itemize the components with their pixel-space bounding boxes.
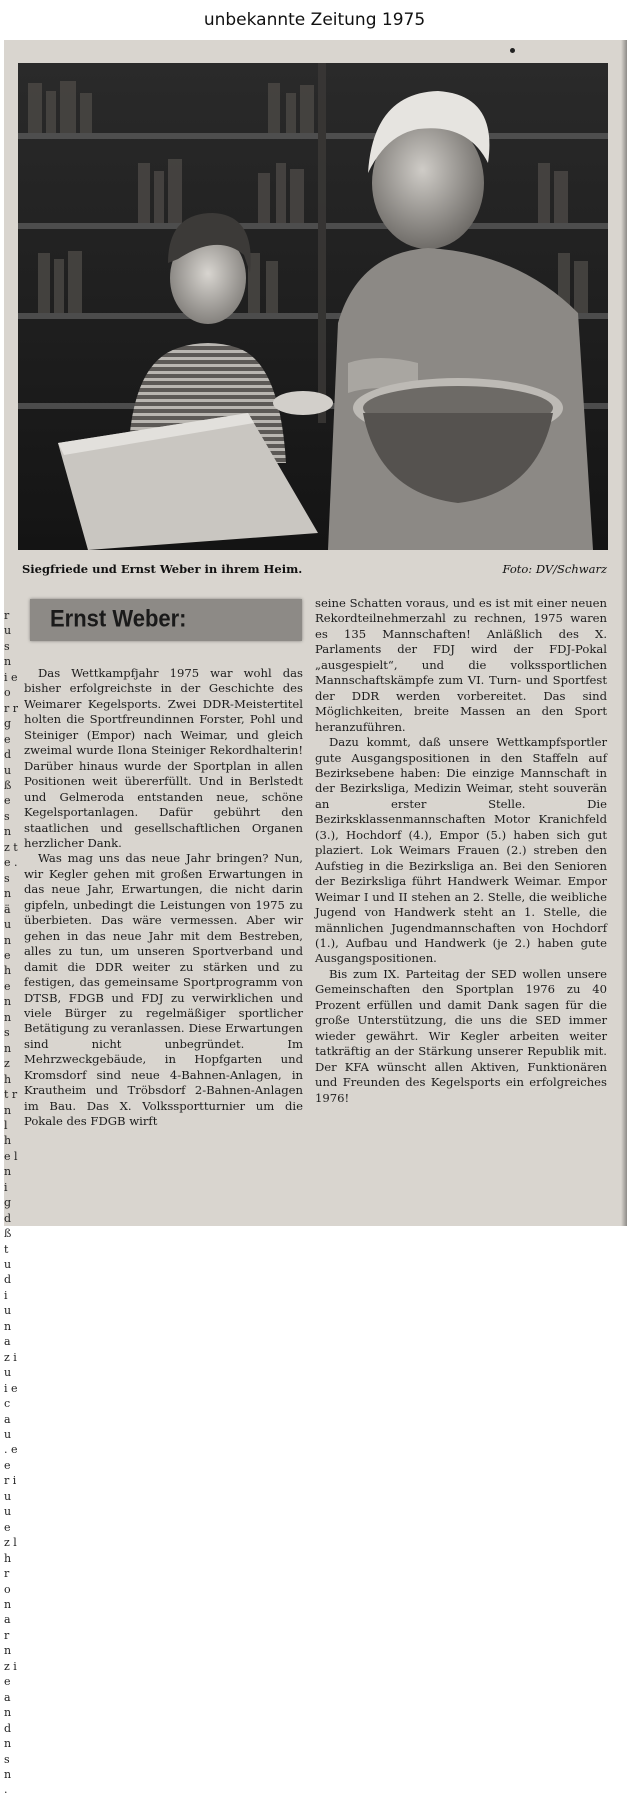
caption-text: Siegfriede und Ernst Weber in ihrem Heim.: [22, 562, 303, 576]
cutoff-adjacent-column: r u s n i e o r r g e d u ß e s n z t e . s n ä u n e h e n n s n z h t r n l h e l n i g d ß t u d i u n a z i u i e c a u . e e r i u u e z l h r o n a r n z i e a n d n s n .: [4, 609, 18, 1797]
newspaper-clipping: [4, 40, 627, 1797]
article-column-2: [315, 596, 607, 1106]
paragraph: seine Schatten voraus, und es ist mit einer neuen Rekordteilnehmerzahl zu rechnen, 1975 waren es 135 Mannschaften! Anläßlich des X. Parlaments der FDJ wird der FDJ-Pokal „ausgespielt“, und die volkssportlichen Mannschaftskämpfe zum VI. Turn- und Sportfest der DDR werden vorbereitet. Das sind Möglichkeiten, breite Massen an den Sport heranzuführen.: [315, 596, 607, 734]
paragraph: Das Wettkampfjahr 1975 war wohl das bisher erfolgreichste in der Geschichte des Weimarer Kegelsports. Zwei DDR-Meistertitel holten die Sportfreundinnen Forster, Pohl und Steiniger (Empor) nach Weimar, und gleich zweimal wurde Ilona Steiniger Rekordhalterin! Darüber hinaus wurde der Sportplan in allen Positionen weit übererfüllt. Und in Berlstedt und Gelmeroda entstanden neue, schöne Kegelsportanlagen. Dafür gebührt den staatlichen und gesellschaftlichen Organen herzlicher Dank.: [24, 666, 303, 850]
article-photo: [18, 63, 608, 550]
ink-dot: [510, 48, 515, 53]
paragraph: Dazu kommt, daß unsere Wettkampfsportler gute Ausgangspositionen in den Staffeln auf Bezirksebene haben: Die einzige Mannschaft in der Bezirksliga, Medizin Weimar, steht souverän an erster Stelle. Die Bezirksklassenmannschaften Motor Kranichfeld (3.), Hochdorf (4.), Empor (5.) haben sich gut plaziert. Lok Weimars Frauen (2.) streben den Aufstieg in die Bezirksliga an. Bei den Senioren der Bezirksliga führt Handwerk Weimar. Empor Weimar I und II stehen an 2. Stelle, die weibliche Jugend von Handwerk steht an 1. Stelle, die männlichen Jugendmannschaften von Hochdorf (1.), Aufbau und Handwerk (je 2.) haben gute Ausgangspositionen.: [315, 735, 607, 966]
article-headline: Ernst Weber:: [50, 604, 187, 633]
paragraph: Bis zum IX. Parteitag der SED wollen unsere Gemeinschaften den Sportplan 1976 zu 40 Prozent erfüllen und damit Dank sagen für die große Unterstützung, die uns die SED immer wieder gewährt. Wir Kegler arbeiten weiter tatkräftig an der Stärkung unserer Republik mit. Der KFA wünscht allen Aktiven, Funktionären und Freunden des Kegelsports ein erfolgreiches 1976!: [315, 966, 607, 1105]
photo-two-people-with-trophy-icon: [18, 63, 608, 550]
paragraph: Was mag uns das neue Jahr bringen? Nun, wir Kegler gehen mit großen Erwartungen in das neue Jahr, Erwartungen, die nicht darin gipfeln, unbedingt die Leistungen von 1975 zu überbieten. Das wäre vermessen. Aber wir gehen in das neue Jahr mit dem Bestreben, alles zu tun, um unseren Sportverband und damit die DDR weiter zu stärken und zu festigen, das gemeinsame Sportprogramm von DTSB, FDGB und FDJ zu verwirklichen und viele Bürger zu regelmäßiger sportlicher Betätigung zu veranlassen. Diese Erwartungen sind nicht unbegründet. Im Mehrzweckgebäude, in Hopfgarten und Kromsdorf sind neue 4-Bahnen-Anlagen, in Krautheim und Tröbsdorf 2-Bahnen-Anlagen im Bau. Das X. Volkssportturnier um die Pokale des FDGB wirft: [24, 851, 303, 1129]
paper-edge-shadow: [621, 40, 627, 1226]
photo-caption: [22, 562, 607, 580]
page-header: unbekannte Zeitung 1975: [203, 10, 426, 30]
photo-credit: Foto: DV/Schwarz: [502, 562, 607, 576]
article-column-1: [24, 666, 303, 1130]
headline-box: [30, 599, 302, 641]
